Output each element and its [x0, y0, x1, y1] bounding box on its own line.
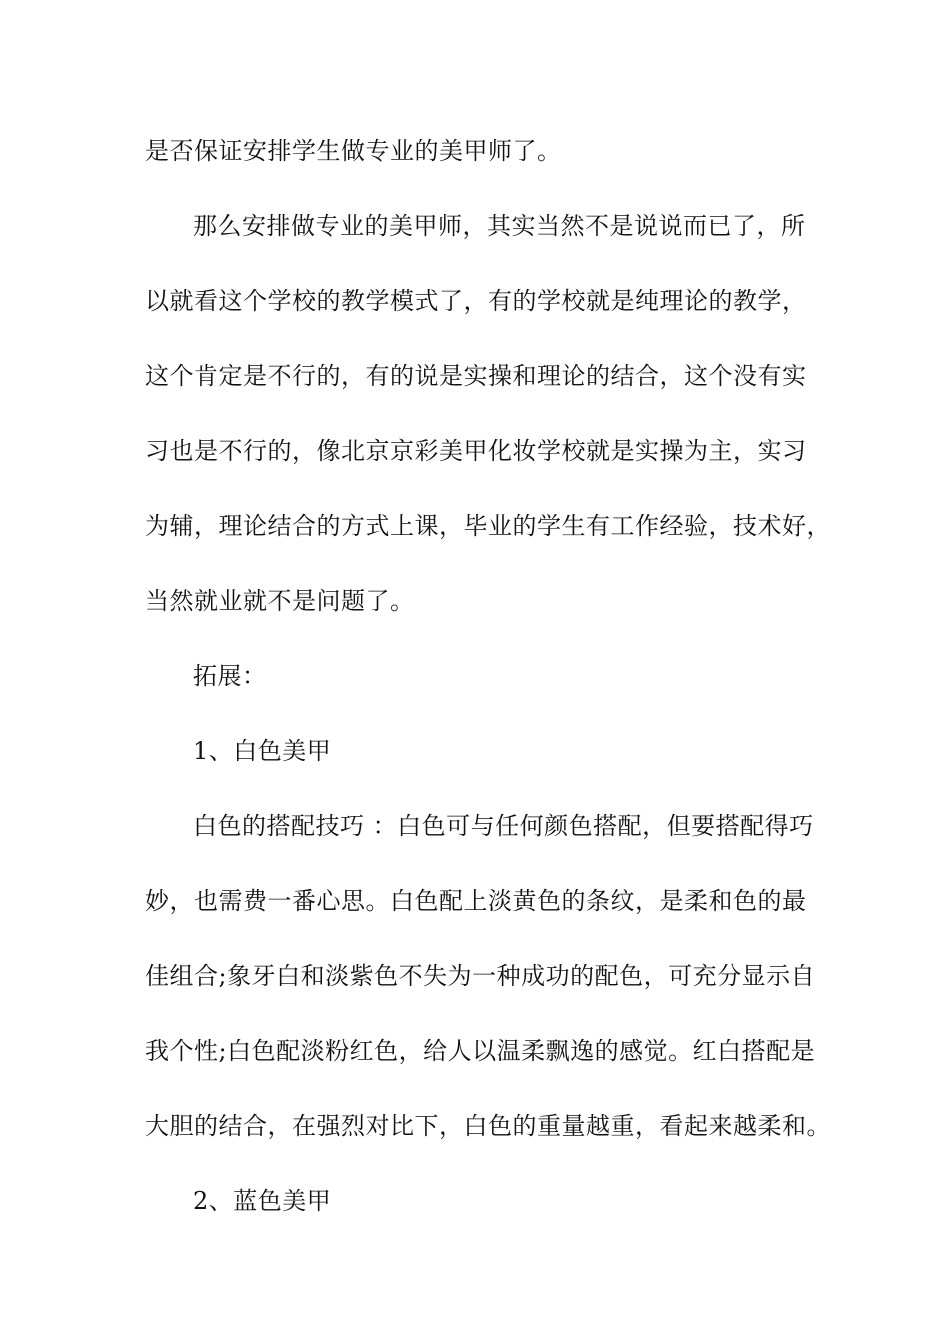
paragraph-line: 佳组合;象牙白和淡紫色不失为一种成功的配色，可充分显示自 — [145, 962, 816, 990]
subsection-heading: 2、蓝色美甲 — [193, 1187, 332, 1215]
paragraph-line: 那么安排做专业的美甲师，其实当然不是说说而已了，所 — [193, 212, 806, 240]
subsection-heading: 1、白色美甲 — [193, 737, 332, 765]
paragraph-line: 习也是不行的，像北京京彩美甲化妆学校就是实操为主，实习 — [145, 437, 807, 465]
paragraph-line: 为辅，理论结合的方式上课，毕业的学生有工作经验，技术好， — [145, 512, 831, 540]
section-heading: 拓展： — [193, 662, 267, 690]
paragraph-line: 这个肯定是不行的，有的说是实操和理论的结合，这个没有实 — [145, 362, 807, 390]
paragraph-line: 妙，也需费一番心思。白色配上淡黄色的条纹，是柔和色的最 — [145, 887, 807, 915]
paragraph-line: 白色的搭配技巧 ：白色可与任何颜色搭配，但要搭配得巧 — [193, 812, 814, 840]
paragraph-line: 当然就业就不是问题了。 — [145, 587, 415, 615]
paragraph-line: 大胆的结合，在强烈对比下，白色的重量越重，看起来越柔和。 — [145, 1112, 831, 1140]
paragraph-line: 以就看这个学校的教学模式了，有的学校就是纯理论的教学， — [145, 287, 807, 315]
paragraph-line: 是否保证安排学生做专业的美甲师了。 — [145, 137, 562, 165]
paragraph-line: 我个性;白色配淡粉红色，给人以温柔飘逸的感觉。红白搭配是 — [145, 1037, 816, 1065]
